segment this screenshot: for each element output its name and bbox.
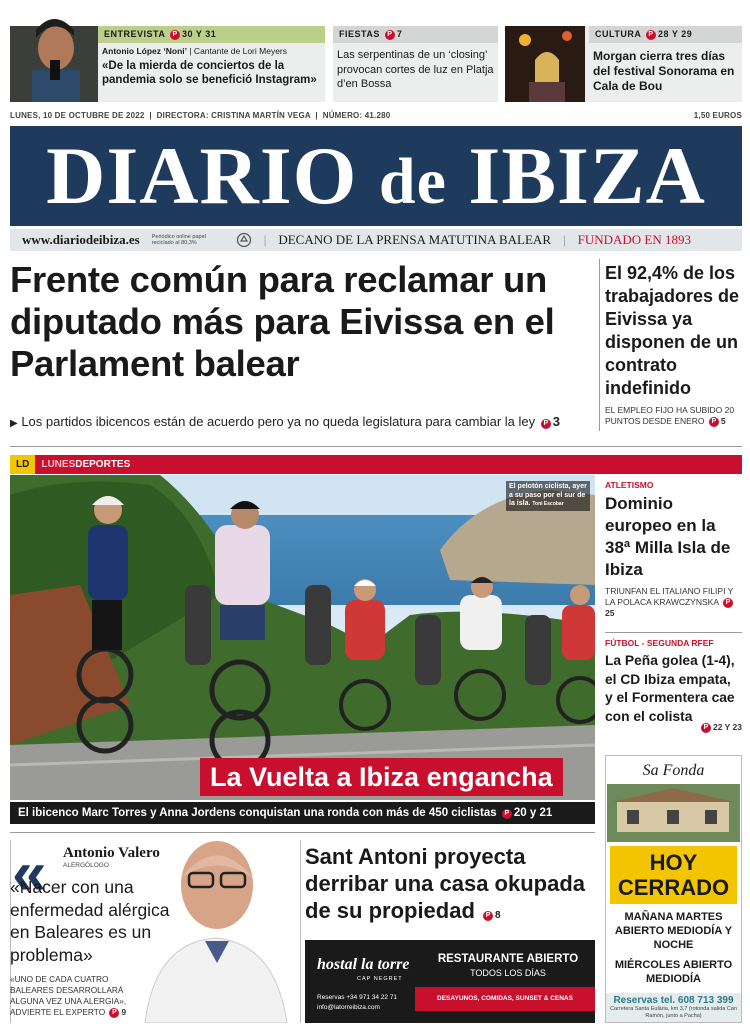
price: 1,50 EUROS — [693, 111, 742, 120]
teaser-fiestas[interactable] — [333, 26, 498, 102]
recycled-note: Periódico online papel reciclado al 80,3% — [151, 234, 206, 246]
teaser-byline: Antonio López ‘Noni’ | Cantante de Lori Meyers — [102, 46, 288, 56]
ad-items: DESAYUNOS, COMIDAS, SUNSET & CENAS — [437, 995, 573, 1002]
opinion-byline: Antonio Valero ALERGÓLOGO — [63, 845, 160, 869]
ad-brand: hostal la torre — [317, 956, 410, 973]
article-atletismo[interactable]: ATLETISMO Dominio europeo en la 38ª Milla Isla de Ibiza TRIUNFAN EL ITALIANO FILIPI Y LA POLACA KRAWCZYNSKA P25 — [605, 480, 742, 619]
masthead-logo[interactable]: DIARIO de IBIZA — [10, 126, 742, 226]
ad-hoy: HOY — [649, 850, 698, 875]
side-subheadline: EL EMPLEO FIJO HA SUBIDO 20 PUNTOS DESDE ENERO P 5 — [605, 405, 745, 427]
column-divider — [599, 259, 600, 431]
santantoni-headline[interactable]: Sant Antoni proyecta derribar una casa okupada de su propiedad P 8 — [305, 843, 597, 929]
cultura-photo — [505, 26, 585, 102]
ad-headline: RESTAURANTE ABIERTO — [437, 953, 579, 965]
ad-address: Carretera Santa Eulària, km 3,7 (rotonda salida Can Ramón, junto a Pacha) — [610, 1006, 737, 1019]
triangle-icon: ▶ — [10, 418, 18, 429]
ad-hostal-la-torre[interactable]: hostal la torre CAP NEGRET Reservas +34 971 34 22 71 info@latorreibiza.com RESTAURANTE ABIERTO TODOS LOS DÍAS DESAYUNOS, COMIDAS, SUNSET & CENAS — [305, 940, 595, 1023]
ad-sub: TODOS LOS DÍAS — [470, 968, 546, 978]
teaser-text: Morgan cierra tres días del festival Sonorama en Cala de Bou — [593, 49, 735, 93]
teaser-interview[interactable] — [10, 26, 325, 102]
side-headline[interactable]: El 92,4% de los trabajadores de Eivissa ya disponen de un contrato indefinido — [605, 263, 740, 398]
teaser-cultura[interactable] — [505, 26, 742, 102]
divider — [10, 832, 595, 833]
interview-photo — [10, 8, 98, 102]
divider — [10, 446, 742, 447]
cycling-photo[interactable] — [10, 475, 595, 800]
teaser-tag: FIESTAS P 7 — [333, 26, 498, 43]
lead-headline[interactable]: Frente común para reclamar un diputado más para Eivissa en el Parlament balear — [10, 259, 555, 384]
sports-subheadline: El ibicenco Marc Torres y Anna Jordens conquistan una ronda con más de 450 ciclistas P 20 y 21 — [10, 802, 595, 824]
dateline: LUNES, 10 DE OCTUBRE DE 2022 | DIRECTORA: CRISTINA MARTÍN VEGA | NÚMERO: 41.280 1,50 EUROS — [10, 111, 742, 120]
slogan: DECANO DE LA PRENSA MATUTINA BALEAR — [278, 232, 551, 247]
divider — [605, 632, 742, 633]
ad-photo — [607, 784, 740, 842]
ad-phone: Reservas +34 971 34 22 71 — [317, 994, 398, 1001]
ad-brand: Sa Fonda — [642, 762, 705, 779]
ad-cerrado: CERRADO — [617, 875, 730, 900]
site-url[interactable]: www.diariodeibiza.es — [22, 232, 140, 247]
masthead-subbar: www.diariodeibiza.es Periódico online papel reciclado al 80,3% | DECANO DE LA PRENSA MATUTINA BALEAR | FUNDADO EN 1893 — [10, 229, 742, 251]
teaser-text: «De la mierda de conciertos de la pandemia solo se benefició Instagram» — [102, 60, 317, 86]
sports-headline[interactable]: La Vuelta a Ibiza engancha — [200, 758, 563, 796]
teaser-tag: ENTREVISTA P 30 Y 31 — [98, 26, 325, 43]
section-bar[interactable]: LD LUNES DEPORTES — [10, 455, 742, 474]
opinion-sub: «UNO DE CADA CUATRO BALEARES DESARROLLARÁ ALGUNA VEZ UNA ALERGIA», ADVIERTE EL EXPERTO P 9 — [10, 974, 138, 1018]
section-badge: LD — [10, 455, 35, 474]
founded: FUNDADO EN 1893 — [577, 232, 691, 247]
teaser-text: Las serpentinas de un ‘closing’ provocan cortes de luz en Platja d’en Bossa — [337, 49, 494, 90]
divider — [300, 840, 301, 1023]
teaser-tag: CULTURA P 28 Y 29 — [589, 26, 742, 43]
ad-phone: Reservas tel. 608 713 399 — [613, 995, 734, 1006]
ad-sa-fonda[interactable] — [605, 755, 742, 1023]
lead-subheadline: ▶ Los partidos ibicencos están de acuerdo pero ya no queda legislatura para cambiar la ley P 3 — [10, 414, 595, 429]
ad-line3: MAÑANA MARTES ABIERTO MEDIODÍA Y NOCHE — [614, 911, 733, 951]
ad-email: info@latorreibiza.com — [317, 1004, 380, 1011]
opinion-quote[interactable]: «Nacer con una enfermedad alérgica en Baleares es un problema» — [10, 877, 170, 965]
recycle-icon — [236, 232, 252, 248]
article-futbol[interactable]: FÚTBOL - SEGUNDA RFEF La Peña golea (1-4), el CD Ibiza empata, y el Formentera cae con el colista P22 Y 23 — [605, 638, 742, 733]
guillemets-icon: « — [12, 839, 47, 908]
ad-line4: MIÉRCOLES ABIERTO MEDIODÍA — [614, 959, 733, 985]
photo-caption: El pelotón ciclista, ayer a su paso por el sur de la isla. Toni Escobar — [506, 481, 590, 511]
